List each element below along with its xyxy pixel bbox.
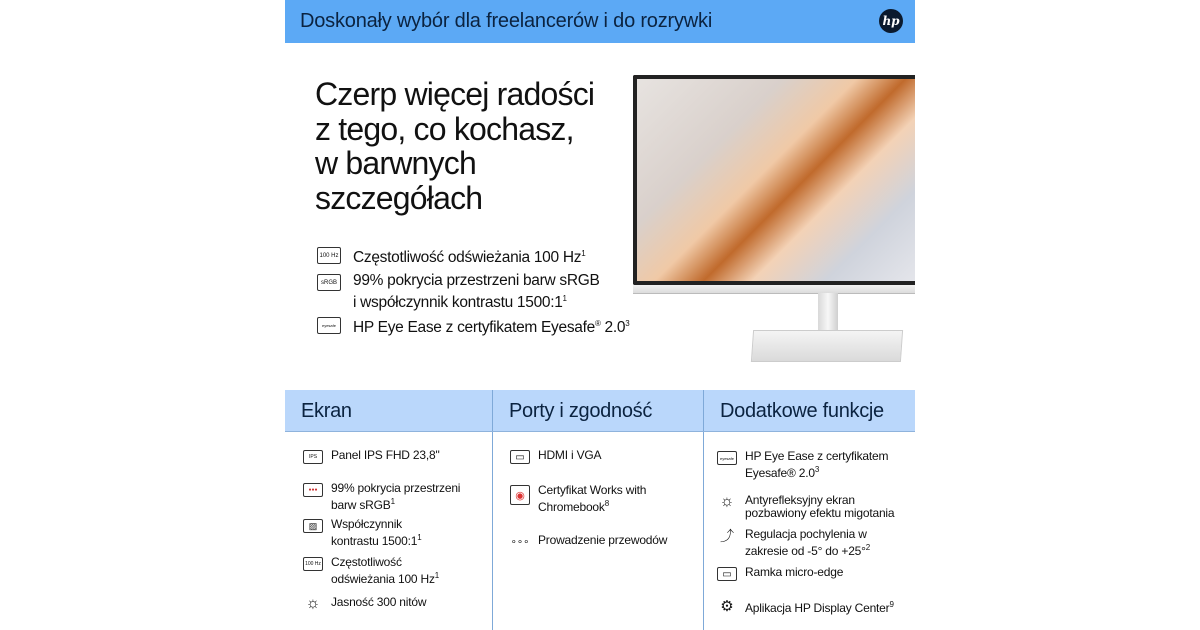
spec-item: IPS Panel IPS FHD 23,8" [303, 449, 440, 464]
spec-item: ▭ HDMI i VGA [510, 449, 601, 464]
micro-edge-icon: ▭ [717, 567, 737, 581]
color-gamut-icon: ●●● [303, 483, 323, 497]
feature-refresh: 100 Hz Częstotliwość odświeżania 100 Hz$^1$ [317, 245, 585, 267]
spec-item: ⚙ Aplikacja HP Display Center$^9$ [717, 598, 894, 615]
feature-srgb: sRGB 99% pokrycia przestrzeni barw sRGB i współczynnik kontrastu $1500:1^1$ [317, 272, 600, 312]
feature-text: 99% pokrycia przestrzeni barw sRGB [353, 272, 600, 289]
spec-item: ●●● 99% pokrycia przestrzeni barw sRGB$^1$ [303, 482, 460, 512]
spec-item: eyesafe HP Eye Ease z certyfikatem Eyesafe® $2.0^3$ [717, 450, 888, 480]
tilt-icon: ⤴ [720, 528, 734, 544]
monitor-stand [818, 293, 838, 333]
anti-glare-icon: ☼ [719, 493, 735, 510]
brightness-icon: ☼ [305, 595, 321, 612]
contrast-icon: ▨ [303, 519, 323, 533]
monitor-screen [633, 75, 915, 285]
display-center-icon: ⚙ [720, 598, 734, 615]
headline-line: w barwnych [315, 145, 476, 181]
ips-icon: IPS [303, 450, 323, 464]
feature-text: Częstotliwość odświeżania 100 Hz [353, 249, 582, 267]
tagline: Doskonały wybór dla freelancerów i do rozrywki [300, 10, 713, 32]
spec-item: ▨ Współczynnik kontrastu $1500:1^1$ [303, 518, 421, 548]
feature-eyesafe: eyesafe HP Eye Ease z certyfikatem Eyesafe® $2.0^3$ [317, 315, 629, 337]
spec-item: ◉ Certyfikat Works with Chromebook$^8$ [510, 484, 646, 514]
column-divider [492, 390, 493, 630]
column-header-ekran: Ekran [285, 390, 492, 432]
cable-management-icon: ∘∘∘ [510, 536, 530, 548]
spec-item: ⤴ Regulacja pochylenia w zakresie od -5° do +25°$^2$ [717, 528, 870, 558]
refresh-rate-icon: 100 Hz [303, 557, 323, 571]
column-header-porty: Porty i zgodność [493, 390, 703, 432]
column-header-dodatkowe: Dodatkowe funkcje [704, 390, 915, 432]
headline-line: szczegółach [315, 179, 483, 216]
spec-item: ☼ Jasność 300 nitów [303, 596, 426, 611]
headline-line: Czerp więcej radości [315, 76, 595, 112]
spec-item: 100 Hz Częstotliwość odświeżania 100 Hz$^1$ [303, 556, 439, 586]
spec-item: ☼ Antyrefleksyjny ekran pozbawiony efektu migotania [717, 494, 894, 520]
spec-item: ▭ Ramka micro-edge [717, 566, 843, 581]
column-divider [703, 390, 704, 630]
monitor-base [751, 330, 903, 362]
headline-line: z tego, co kochasz, [315, 110, 574, 147]
feature-text: HP Eye Ease z certyfikatem Eyesafe [353, 319, 595, 337]
spec-item: ∘∘∘ Prowadzenie przewodów [510, 533, 668, 548]
hp-logo-icon: hp [879, 9, 903, 33]
eyesafe-icon: eyesafe [717, 451, 737, 465]
monitor-image [633, 75, 915, 290]
refresh-rate-icon: 100 Hz [317, 247, 341, 264]
header-bar [285, 0, 915, 43]
srgb-icon: sRGB [317, 274, 341, 291]
header-divider [285, 431, 915, 432]
headline [315, 77, 635, 215]
chromebook-icon: ◉ [510, 485, 530, 505]
hdmi-vga-icon: ▭ [510, 450, 530, 464]
monitor-bezel [633, 285, 915, 294]
product-card [285, 0, 915, 630]
eyesafe-icon: eyesafe [317, 317, 341, 334]
feature-text: i współczynnik kontrastu 1500:1 [353, 294, 563, 312]
